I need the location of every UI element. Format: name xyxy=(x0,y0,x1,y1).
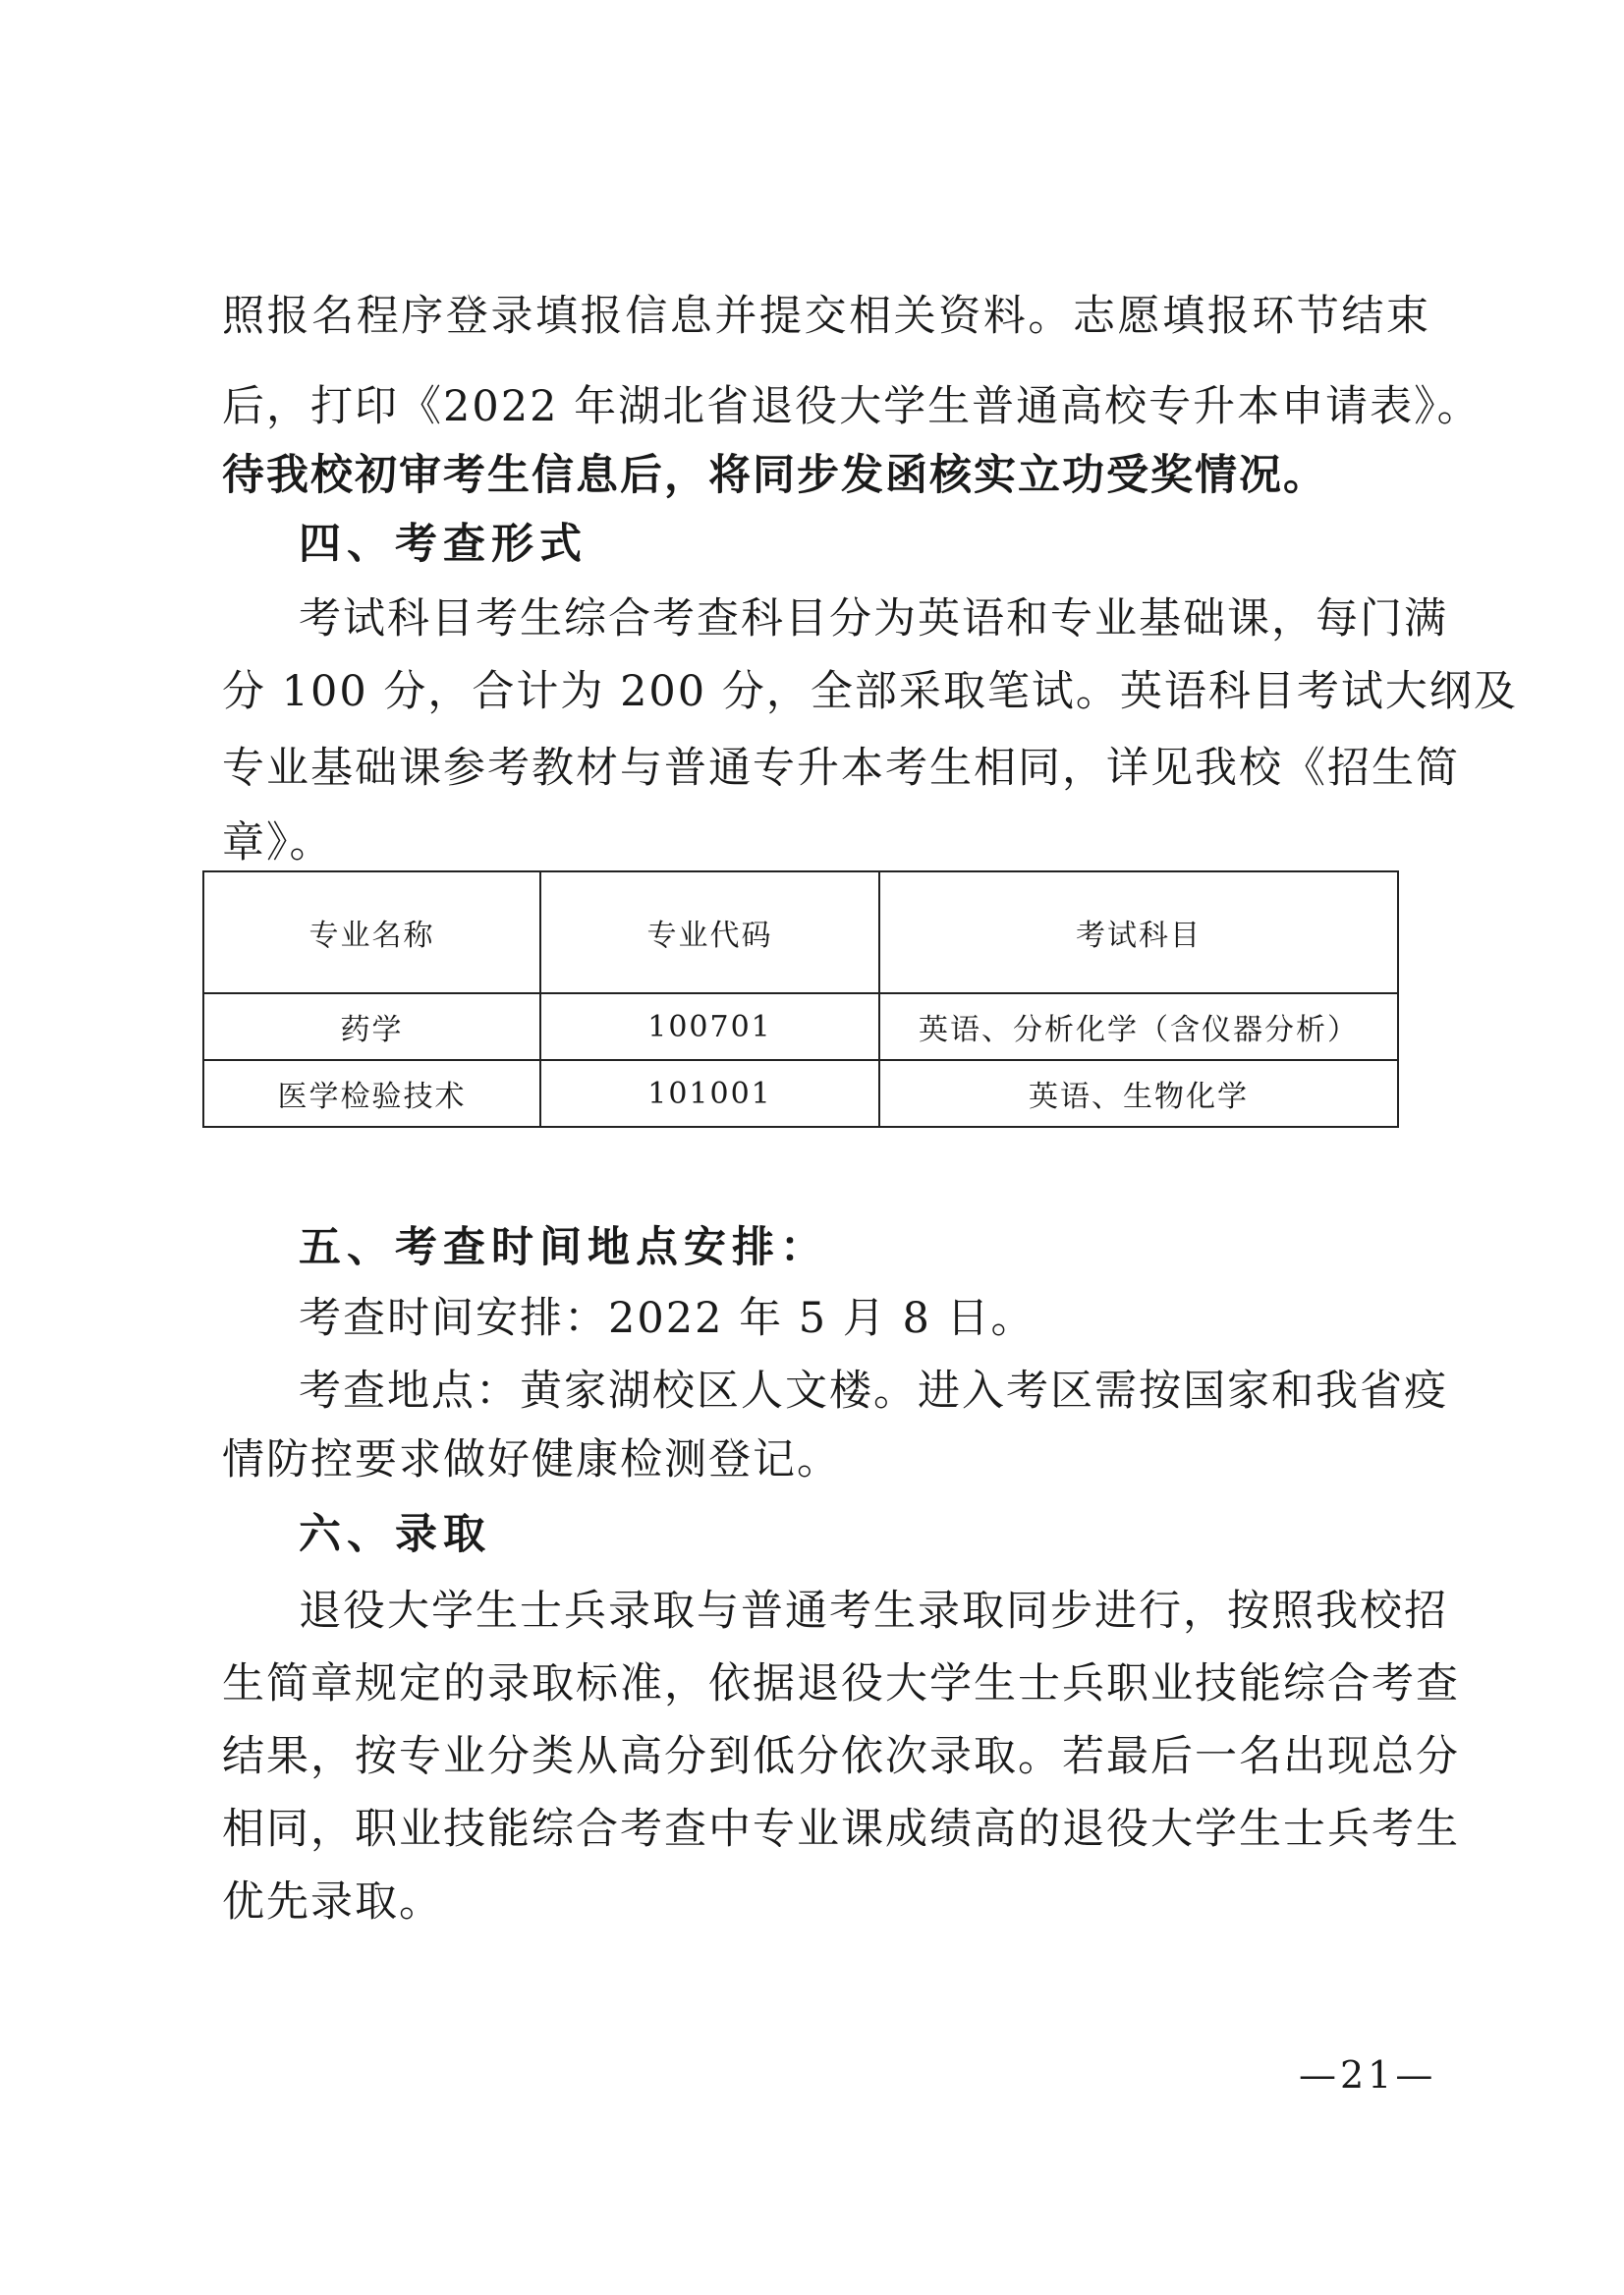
table-row xyxy=(203,993,1398,1060)
section-heading-5: 五、考查时间地点安排： xyxy=(299,1223,828,1272)
paragraph-line: 结果，按专业分类从高分到低分依次录取。若最后一名出现总分 xyxy=(222,1732,1460,1781)
paragraph-line: 后，打印《2022 年湖北省退役大学生普通高校专升本申请表》。 xyxy=(222,382,1482,431)
paragraph-line: 分 100 分，合计为 200 分，全部采取笔试。英语科目考试大纲及 xyxy=(222,667,1518,716)
table-header-cell: 专业名称 xyxy=(203,871,540,993)
paragraph-line: 考试科目考生综合考查科目分为英语和专业基础课，每门满 xyxy=(299,594,1448,644)
table-header-cell: 专业代码 xyxy=(540,871,879,993)
table-header-row xyxy=(203,871,1398,993)
paragraph-line: 考查时间安排：2022 年 5 月 8 日。 xyxy=(299,1294,1036,1343)
table-cell: 100701 xyxy=(540,993,879,1060)
paragraph-line: 章》。 xyxy=(222,818,334,868)
table-cell: 英语、分析化学（含仪器分析） xyxy=(879,993,1398,1060)
paragraph-line: 情防控要求做好健康检测登记。 xyxy=(222,1435,841,1484)
exam-subjects-table xyxy=(202,870,1399,1128)
paragraph-line: 优先录取。 xyxy=(222,1877,443,1927)
section-heading-6: 六、录取 xyxy=(299,1510,491,1559)
table-cell: 英语、生物化学 xyxy=(879,1060,1398,1127)
paragraph-line: 生简章规定的录取标准，依据退役大学生士兵职业技能综合考查 xyxy=(222,1659,1460,1708)
paragraph-line: 相同，职业技能综合考查中专业课成绩高的退役大学生士兵考生 xyxy=(222,1805,1460,1854)
paragraph-line: 专业基础课参考教材与普通专升本考生相同，详见我校《招生简 xyxy=(222,744,1460,793)
paragraph-line-bold: 待我校初审考生信息后，将同步发函核实立功受奖情况。 xyxy=(222,451,1327,500)
table-cell: 101001 xyxy=(540,1060,879,1127)
table-cell: 药学 xyxy=(203,993,540,1060)
paragraph-line: 退役大学生士兵录取与普通考生录取同步进行，按照我校招 xyxy=(299,1587,1448,1636)
paragraph-line: 考查地点：黄家湖校区人文楼。进入考区需按国家和我省疫 xyxy=(299,1367,1448,1416)
table-header-cell: 考试科目 xyxy=(879,871,1398,993)
paragraph-line: 照报名程序登录填报信息并提交相关资料。志愿填报环节结束 xyxy=(222,292,1430,341)
section-heading-4: 四、考查形式 xyxy=(299,520,588,569)
table-cell: 医学检验技术 xyxy=(203,1060,540,1127)
table-row xyxy=(203,1060,1398,1127)
page-number: —21— xyxy=(1299,2053,1437,2097)
